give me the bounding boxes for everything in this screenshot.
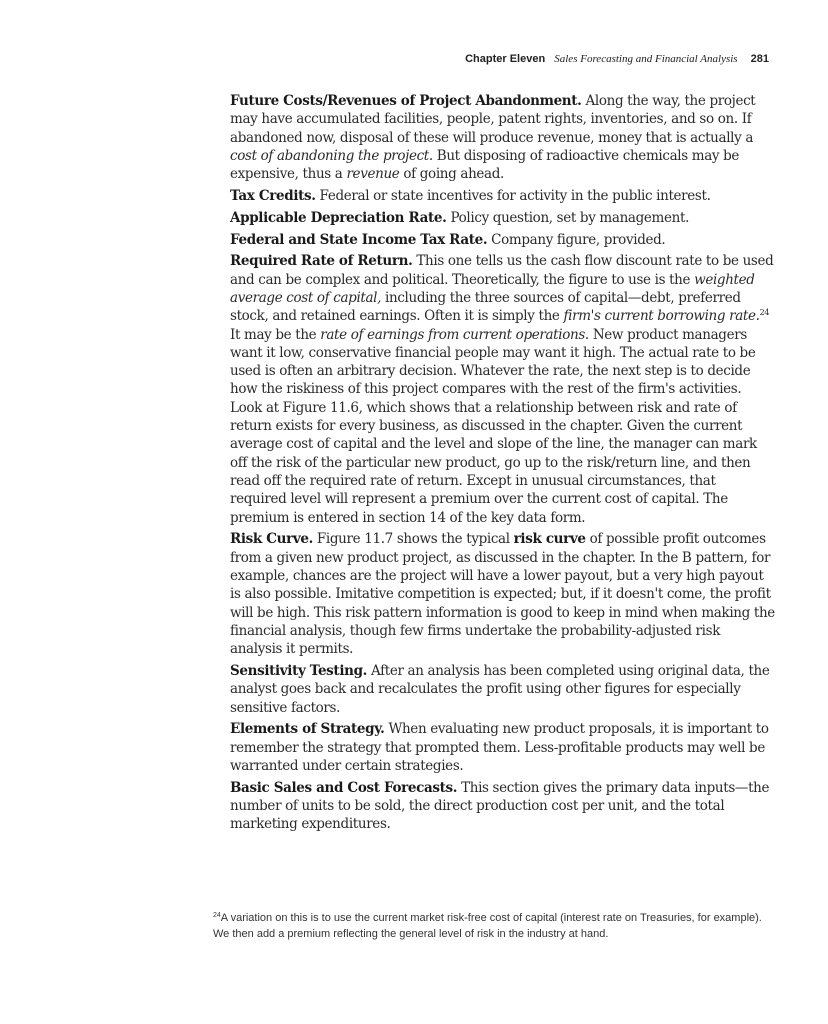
footnote-number: 24 bbox=[213, 912, 221, 919]
entry-text: But disposing of radioactive chemicals may be expensive, thus a bbox=[230, 147, 740, 183]
entry-risk-curve bbox=[230, 530, 775, 658]
entry-term: Required Rate of Return. bbox=[230, 253, 413, 270]
entry-text: Federal or state incentives for activity in the public interest. bbox=[315, 187, 711, 204]
entry-text: including the three sources of capital—debt, preferred stock, and retained earnings. Often it is simply the bbox=[230, 289, 741, 325]
section-title: Sales Forecasting and Financial Analysis bbox=[554, 53, 738, 65]
page-number: 281 bbox=[750, 53, 769, 65]
entry-term: Tax Credits. bbox=[230, 187, 316, 204]
footnote bbox=[213, 911, 775, 942]
entry-text: It may be the bbox=[230, 326, 321, 343]
footnote-text: A variation on this is to use the current market risk-free cost of capital (interest rate on Treasuries, for example). We then add a premium reflecting the general level of risk in the industry at hand. bbox=[213, 912, 762, 940]
entry-tax-credits bbox=[230, 187, 775, 205]
entry-emphasis: revenue bbox=[346, 166, 400, 183]
entry-emphasis: cost of abandoning the project. bbox=[230, 147, 433, 164]
entry-required-rate-of-return bbox=[230, 252, 775, 526]
entry-term: Risk Curve. bbox=[230, 531, 313, 548]
entry-elements-of-strategy bbox=[230, 720, 775, 775]
entry-emphasis: rate of earnings from current operations. bbox=[320, 326, 589, 343]
entry-text: of possible profit outcomes from a given new product project, as discussed in the chapter. In the B pattern, for example, chances are the project will have a lower payout, but a very high payout is also possible. Imitative competition is expected; but, if it doesn't come, the profit will be high. This risk pattern information is good to keep in mind when making the financial analysis, though few firms undertake the probability-adjusted risk analysis it permits. bbox=[230, 531, 775, 658]
entry-text: This section gives the primary data inputs—the number of units to be sold, the direct production cost per unit, and the total marketing expenditures. bbox=[230, 779, 770, 833]
entry-term: Basic Sales and Cost Forecasts. bbox=[230, 779, 458, 796]
entry-emphasis: firm's current borrowing rate. bbox=[563, 308, 760, 325]
entry-text: Policy question, set by management. bbox=[446, 209, 690, 226]
entry-term: Applicable Depreciation Rate. bbox=[230, 209, 447, 226]
entry-emphasis: weighted average cost of capital, bbox=[230, 271, 755, 306]
entry-text: Figure 11.7 shows the typical bbox=[312, 531, 514, 548]
entry-depreciation-rate bbox=[230, 209, 775, 227]
entry-term: Sensitivity Testing. bbox=[230, 662, 368, 679]
chapter-label: Chapter Eleven bbox=[465, 53, 546, 65]
entry-text: New product managers want it low, conservative financial people may want it high. The actual rate to be used is often an arbitrary decision. Whatever the rate, the next step is to decide how the riskiness of this project compares with the rest of the firm's activities. Look at Figure 11.6, which shows that a relationship between risk and rate of return exists for every business, as discussed in the chapter. Given the current average cost of capital and the level and slope of the line, the manager can mark off the risk of the particular new product, go up to the risk/return line, and then read off the required rate of return. Except in unusual circumstances, that required level will represent a premium over the current cost of capital. The premium is entered in section 14 of the key data form. bbox=[230, 326, 757, 526]
entry-text: When evaluating new product proposals, it is important to remember the strategy that prompted them. Less-profitable products may well be warranted under certain strategies. bbox=[230, 721, 769, 774]
entry-text: After an analysis has been completed using original data, the analyst goes back and recalculates the profit using other figures for especially sensitive factors. bbox=[230, 662, 770, 716]
entry-sensitivity-testing bbox=[230, 662, 775, 717]
entry-text: Along the way, the project may have accumulated facilities, people, patent rights, inventories, and so on. If abandoned now, disposal of these will produce revenue, money that is actually a bbox=[230, 93, 756, 146]
body-text bbox=[230, 92, 775, 837]
entry-project-abandonment bbox=[230, 92, 775, 183]
running-head bbox=[465, 53, 769, 65]
entry-income-tax-rate bbox=[230, 231, 775, 249]
entry-text: of going ahead. bbox=[399, 166, 504, 183]
entry-text: Company figure, provided. bbox=[487, 231, 666, 248]
entry-term: Future Costs/Revenues of Project Abandonment. bbox=[230, 93, 582, 109]
entry-bold-term: risk curve bbox=[513, 531, 586, 548]
entry-sales-cost-forecasts bbox=[230, 779, 775, 834]
entry-text: This one tells us the cash flow discount rate to be used and can be complex and political. Theoretically, the figure to use is the bbox=[230, 253, 774, 288]
entry-term: Elements of Strategy. bbox=[230, 721, 385, 738]
entry-term: Federal and State Income Tax Rate. bbox=[230, 231, 488, 248]
footnote-reference[interactable]: 24 bbox=[759, 308, 770, 318]
